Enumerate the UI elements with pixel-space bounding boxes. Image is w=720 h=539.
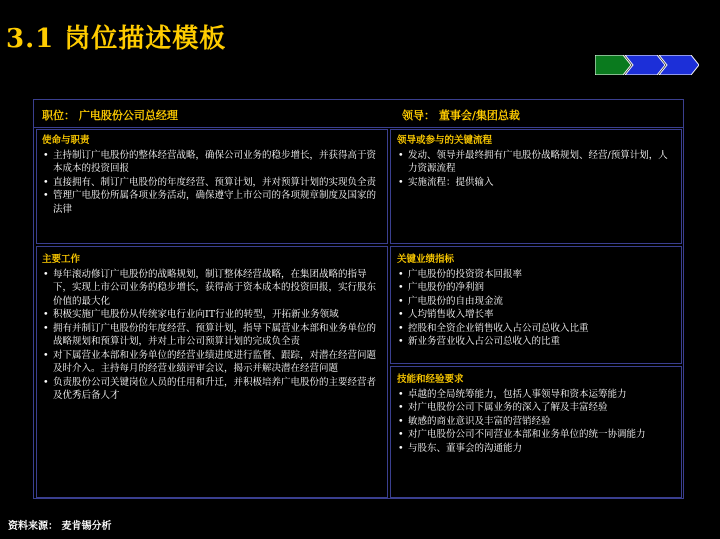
list-item: • 直接拥有、制订广电股份的年度经营、预算计划，并对预算计划的实现负全责 bbox=[42, 176, 383, 190]
leader-label: 领导： 董事会/集团总裁 bbox=[402, 109, 520, 122]
skills-list bbox=[397, 388, 677, 456]
main-work-title: 主要工作 bbox=[42, 254, 81, 265]
list-item: • 广电股份的净利润 bbox=[397, 281, 677, 295]
page-title: 3.1 岗位描述模板 bbox=[6, 24, 227, 54]
list-item: • 对广电股份公司下属业务的深入了解及丰富经验 bbox=[397, 401, 677, 415]
list-item: • 对广电股份公司不同营业本部和业务单位的统一协调能力 bbox=[397, 428, 677, 442]
list-item: • 与股东、董事会的沟通能力 bbox=[397, 442, 677, 456]
list-item: • 每年滚动修订广电股份的战略规划，制订整体经营战略，在集团战略的指导下，实现上市公司业务的稳步增长，获得高于资本成本的投资回报，实行股东价值的最大化 bbox=[42, 268, 383, 309]
position-label: 职位： 广电股份公司总经理 bbox=[42, 109, 178, 122]
kpi-title: 关键业绩指标 bbox=[397, 254, 455, 265]
list-item: • 积极实施广电股份从传统家电行业向IT行业的转型，开拓新业务领域 bbox=[42, 308, 383, 322]
list-item: • 对下属营业本部和业务单位的经营业绩进度进行监督、跟踪，对潜在经营问题及时介入。主持每月的经营业绩评审会议，揭示并解决潜在经营问题 bbox=[42, 349, 383, 376]
process-list bbox=[397, 149, 677, 190]
list-item: • 人均销售收入增长率 bbox=[397, 308, 677, 322]
progress-arrows bbox=[595, 55, 699, 75]
list-item: • 广电股份的自由现金流 bbox=[397, 295, 677, 309]
list-item: • 管理广电股份所属各项业务活动，确保遵守上市公司的各项规章制度及国家的法律 bbox=[42, 189, 383, 216]
list-item: • 负责股份公司关键岗位人员的任用和升迁，并积极培养广电股份的主要经营者及优秀后备人才 bbox=[42, 376, 383, 403]
skills-section bbox=[390, 366, 682, 498]
mission-list bbox=[42, 149, 383, 217]
list-item: • 发动、领导并最终拥有广电股份战略规划、经营/预算计划，人力资源流程 bbox=[397, 149, 677, 176]
main-work-list bbox=[42, 268, 383, 403]
kpi-section bbox=[390, 246, 682, 364]
job-description-frame bbox=[33, 99, 684, 499]
list-item: • 敏感的商业意识及丰富的营销经验 bbox=[397, 415, 677, 429]
list-item: • 卓越的全局统筹能力，包括人事领导和资本运筹能力 bbox=[397, 388, 677, 402]
mission-title: 使命与职责 bbox=[42, 135, 90, 146]
main-work-section bbox=[36, 246, 388, 498]
mission-section bbox=[36, 129, 388, 244]
list-item: • 控股和全资企业销售收入占公司总收入比重 bbox=[397, 322, 677, 336]
list-item: • 实施流程：提供输入 bbox=[397, 176, 677, 190]
list-item: • 广电股份的投资资本回报率 bbox=[397, 268, 677, 282]
list-item: • 拥有并制订广电股份的年度经营、预算计划，指导下属营业本部和业务单位的战略规划和预算计划，并对上市公司预算计划的完成负全责 bbox=[42, 322, 383, 349]
kpi-list bbox=[397, 268, 677, 349]
header-row bbox=[34, 100, 683, 128]
list-item: • 新业务营业收入占公司总收入的比重 bbox=[397, 335, 677, 349]
progress-arrow-1 bbox=[595, 55, 631, 75]
process-title: 领导或参与的关键流程 bbox=[397, 135, 493, 146]
source-note: 资料来源： 麦肯锡分析 bbox=[8, 521, 112, 532]
list-item: • 主持制订广电股份的整体经营战略，确保公司业务的稳步增长，并获得高于资本成本的投资回报 bbox=[42, 149, 383, 176]
process-section bbox=[390, 129, 682, 244]
skills-title: 技能和经验要求 bbox=[397, 374, 464, 385]
